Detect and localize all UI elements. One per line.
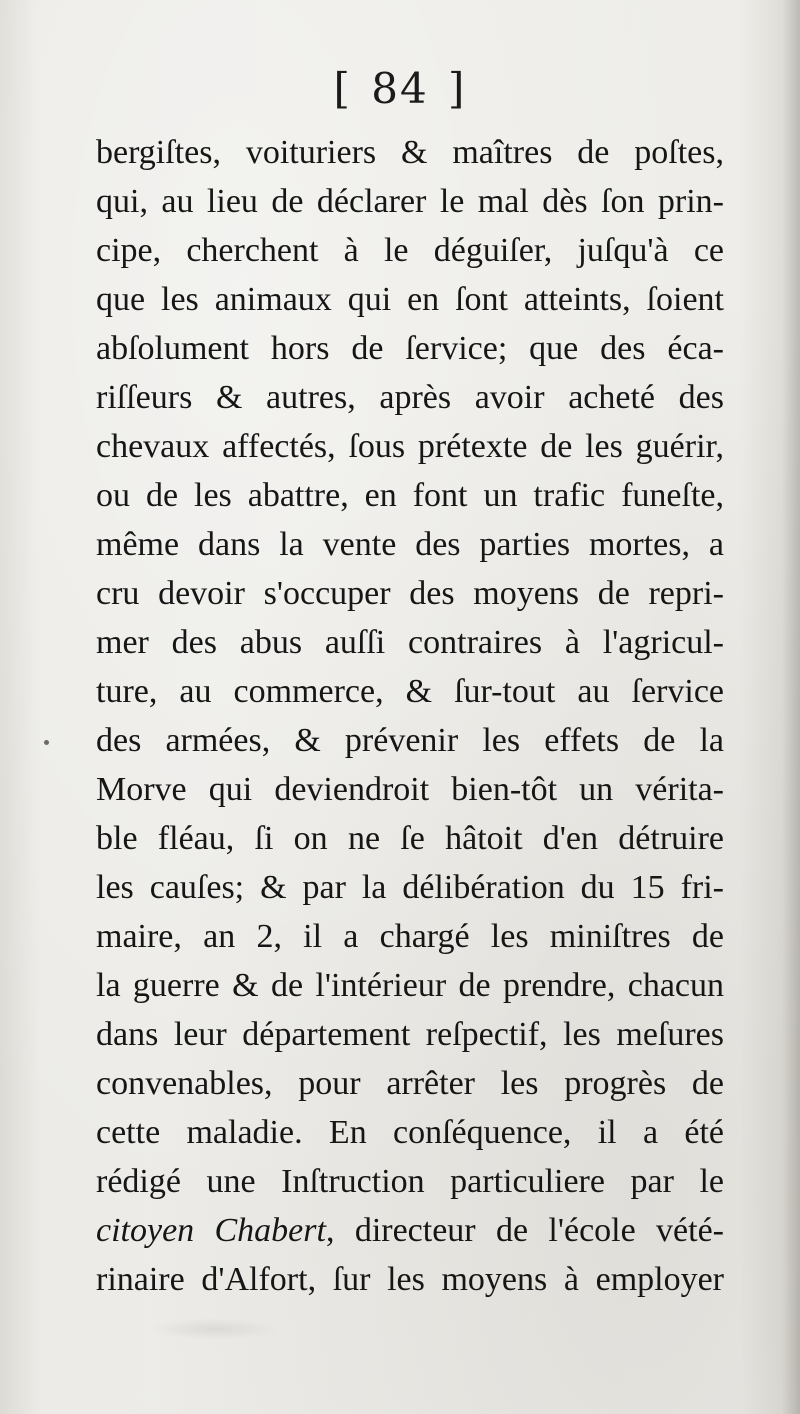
line-remainder: , directeur de l'école vété- bbox=[325, 1212, 724, 1249]
text-line: bergiſtes, voituriers & maîtres de poſtes, bbox=[96, 134, 724, 171]
text-line: riſſeurs & autres, après avoir acheté des bbox=[96, 379, 724, 416]
text-line: ble fléau, ſi on ne ſe hâtoit d'en détruire bbox=[96, 820, 724, 857]
text-line: Morve qui deviendroit bien-tôt un vérita- bbox=[96, 771, 724, 808]
text-line: ou de les abattre, en font un trafic funeſte, bbox=[96, 477, 724, 514]
ink-smudge bbox=[150, 1318, 280, 1340]
text-line: rédigé une Inſtruction particuliere par le bbox=[96, 1163, 724, 1200]
text-line-with-italic bbox=[96, 1206, 724, 1255]
text-line: dans leur département reſpectif, les meſures bbox=[96, 1016, 724, 1053]
page-edge-shadow bbox=[782, 0, 800, 1414]
text-line: convenables, pour arrêter les progrès de bbox=[96, 1065, 724, 1102]
text-line: mer des abus auſſi contraires à l'agricul- bbox=[96, 624, 724, 661]
text-line: qui, au lieu de déclarer le mal dès ſon prin- bbox=[96, 183, 724, 220]
text-line: chevaux affectés, ſous prétexte de les guérir, bbox=[96, 428, 724, 465]
text-line: que les animaux qui en ſont atteints, ſoient bbox=[96, 281, 724, 318]
italic-name: citoyen Chabert bbox=[96, 1212, 326, 1249]
text-line: cipe, cherchent à le déguiſer, juſqu'à ce bbox=[96, 232, 724, 269]
text-line: ture, au commerce, & ſur-tout au ſervice bbox=[96, 673, 724, 710]
text-line: cette maladie. En conſéquence, il a été bbox=[96, 1114, 724, 1151]
text-line: même dans la vente des parties mortes, a bbox=[96, 526, 724, 563]
text-line: les cauſes; & par la délibération du 15 fri- bbox=[96, 869, 724, 906]
text-line: cru devoir s'occuper des moyens de repri- bbox=[96, 575, 724, 612]
text-line: rinaire d'Alfort, ſur les moyens à employer bbox=[96, 1261, 724, 1298]
text-line: des armées, & prévenir les effets de la bbox=[96, 722, 724, 759]
margin-speck bbox=[44, 740, 49, 745]
body-text bbox=[96, 128, 724, 1304]
text-line: maire, an 2, il a chargé les miniſtres de bbox=[96, 918, 724, 955]
text-line: la guerre & de l'intérieur de prendre, chacun bbox=[96, 967, 724, 1004]
text-line: abſolument hors de ſervice; que des éca- bbox=[96, 330, 724, 367]
page-number: [ 84 ] bbox=[333, 64, 467, 113]
